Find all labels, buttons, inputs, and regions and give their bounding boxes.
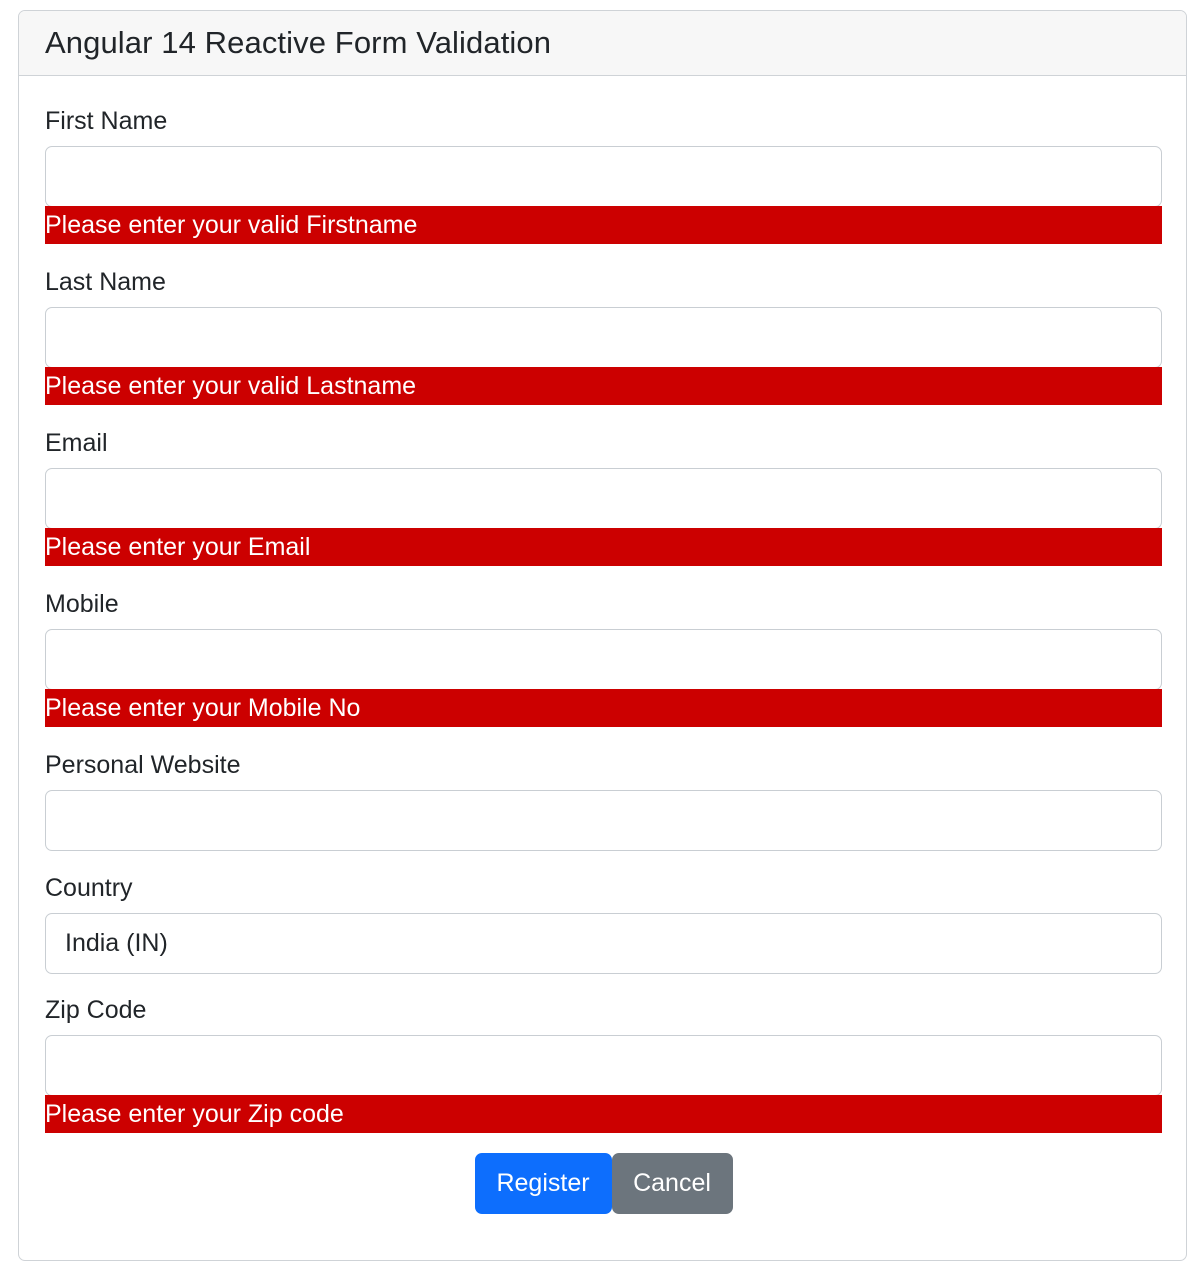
zip-input[interactable] — [45, 1035, 1162, 1096]
mobile-group — [45, 589, 1162, 727]
website-input[interactable] — [45, 790, 1162, 851]
country-group — [45, 873, 1162, 974]
mobile-label: Mobile — [45, 590, 119, 618]
email-error: Please enter your Email — [45, 528, 1162, 566]
last-name-group — [45, 267, 1162, 405]
first-name-error: Please enter your valid Firstname — [45, 206, 1162, 244]
website-group — [45, 750, 1162, 851]
mobile-input[interactable] — [45, 629, 1162, 690]
last-name-error: Please enter your valid Lastname — [45, 367, 1162, 405]
first-name-input[interactable] — [45, 146, 1162, 207]
website-label: Personal Website — [45, 751, 241, 779]
email-label: Email — [45, 429, 108, 457]
first-name-label: First Name — [45, 107, 168, 135]
last-name-label: Last Name — [45, 268, 166, 296]
zip-group — [45, 995, 1162, 1133]
register-button[interactable]: Register — [475, 1153, 612, 1214]
card-header — [19, 11, 1186, 76]
email-group — [45, 428, 1162, 566]
mobile-error: Please enter your Mobile No — [45, 689, 1162, 727]
first-name-group — [45, 106, 1162, 244]
email-input[interactable] — [45, 468, 1162, 529]
cancel-button[interactable]: Cancel — [612, 1153, 733, 1214]
zip-error: Please enter your Zip code — [45, 1095, 1162, 1133]
registration-card — [18, 10, 1187, 1261]
country-label: Country — [45, 874, 133, 902]
page-title: Angular 14 Reactive Form Validation — [45, 25, 552, 60]
form-actions — [19, 1153, 1187, 1214]
country-select[interactable]: India (IN) — [45, 913, 1162, 974]
zip-label: Zip Code — [45, 996, 147, 1024]
last-name-input[interactable] — [45, 307, 1162, 368]
